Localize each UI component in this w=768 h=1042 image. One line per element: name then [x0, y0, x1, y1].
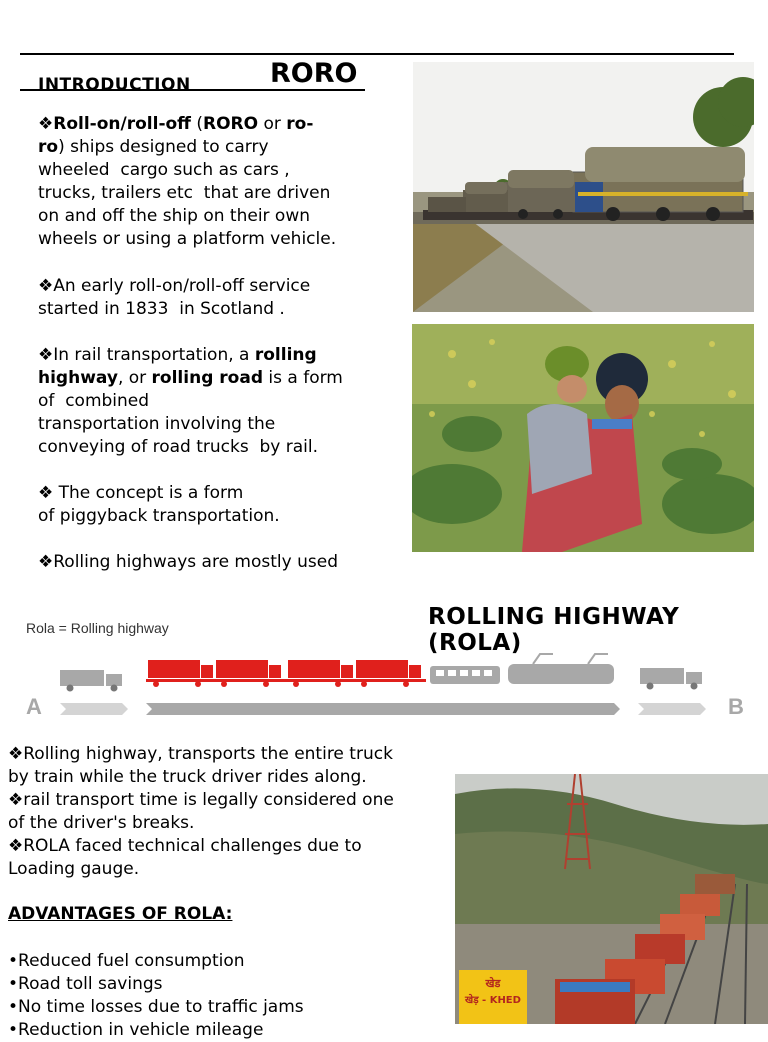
trucks-on-train-image: [413, 62, 754, 312]
intro-line: of combined: [38, 391, 150, 411]
term-ro-ro-end: ro: [38, 137, 59, 157]
point-a-label: A: [26, 694, 42, 719]
rolling-highway-diagram: [18, 648, 748, 726]
rola-line: ❖rail transport time is legally considered one: [8, 790, 394, 810]
advantage-item: •No time losses due to traffic jams: [8, 997, 304, 1017]
station-sign-text-top: खेड: [485, 977, 501, 990]
top-rule: [20, 53, 734, 55]
photo-piggyback-children: [412, 324, 754, 552]
rola-line: ❖ROLA faced technical challenges due to: [8, 836, 362, 856]
advantage-item: •Road toll savings: [8, 974, 163, 994]
term-roll-on-roll-off: Roll-on/roll-off: [53, 114, 191, 134]
intro-paragraph-1: [38, 113, 313, 136]
arrow-start: [60, 703, 128, 715]
bullet: ❖: [38, 114, 54, 134]
intro-line: wheels or using a platform vehicle.: [38, 229, 337, 249]
passenger-coach-icon: [430, 666, 500, 684]
station-sign-text-bottom: खेड़ - KHED: [465, 995, 521, 1006]
text: ) ships designed to carry: [58, 137, 269, 157]
arrow-rail: [146, 703, 620, 715]
term-rolling: rolling: [254, 345, 317, 365]
point-b-label: B: [728, 694, 744, 719]
text: or: [258, 114, 287, 134]
photo-trucks-on-train: [413, 62, 754, 312]
intro-paragraph-5: ❖Rolling highways are mostly used: [38, 552, 338, 572]
rola-train-khed-image: [455, 774, 768, 1024]
term-ro-ro: ro-: [286, 114, 314, 134]
intro-line: trucks, trailers etc that are driven: [38, 183, 331, 203]
rola-line: ❖Rolling highway, transports the entire truck: [8, 744, 393, 764]
rolling-highway-title: ROLLING HIGHWAY (ROLA): [428, 604, 680, 656]
intro-paragraph-2: ❖An early roll-on/roll-off service: [38, 276, 311, 296]
rola-line: by train while the truck driver rides along.: [8, 767, 367, 787]
term-highway: highway: [38, 368, 118, 388]
advantage-item: •Reduced fuel consumption: [8, 951, 245, 971]
introduction-heading: INTRODUCTION: [38, 75, 191, 95]
page-title: RORO: [270, 58, 358, 89]
term-roro: RORO: [203, 114, 259, 134]
diagram-label: Rola = Rolling highway: [26, 620, 169, 636]
locomotive-icon: [508, 654, 614, 684]
intro-line: transportation involving the: [38, 414, 276, 434]
text: is a form: [263, 368, 343, 388]
intro-line: wheeled cargo such as cars ,: [38, 160, 290, 180]
rola-line: of the driver's breaks.: [8, 813, 195, 833]
rola-line: Loading gauge.: [8, 859, 140, 879]
piggyback-children-image: [412, 324, 754, 552]
intro-line: conveying of road trucks by rail.: [38, 437, 319, 457]
arrow-end: [638, 703, 706, 715]
text: , or: [117, 368, 152, 388]
photo-rola-train-khed: [455, 774, 768, 1024]
advantages-heading: ADVANTAGES OF ROLA:: [8, 904, 233, 924]
text: (: [190, 114, 203, 134]
advantage-item: •Reduction in vehicle mileage: [8, 1020, 264, 1040]
text: ❖In rail transportation, a: [38, 345, 255, 365]
red-trucks-on-wagons: [146, 660, 426, 687]
truck-start-icon: [60, 670, 122, 692]
term-rolling-road: rolling road: [151, 368, 263, 388]
truck-end-icon: [640, 668, 702, 690]
intro-line: started in 1833 in Scotland .: [38, 299, 285, 319]
intro-paragraph-1-line-2: [38, 136, 269, 159]
intro-paragraph-3: [38, 344, 317, 367]
intro-line: on and off the ship on their own: [38, 206, 311, 226]
intro-paragraph-4: ❖ The concept is a form: [38, 483, 244, 503]
intro-line: [38, 367, 343, 390]
intro-line: of piggyback transportation.: [38, 506, 280, 526]
